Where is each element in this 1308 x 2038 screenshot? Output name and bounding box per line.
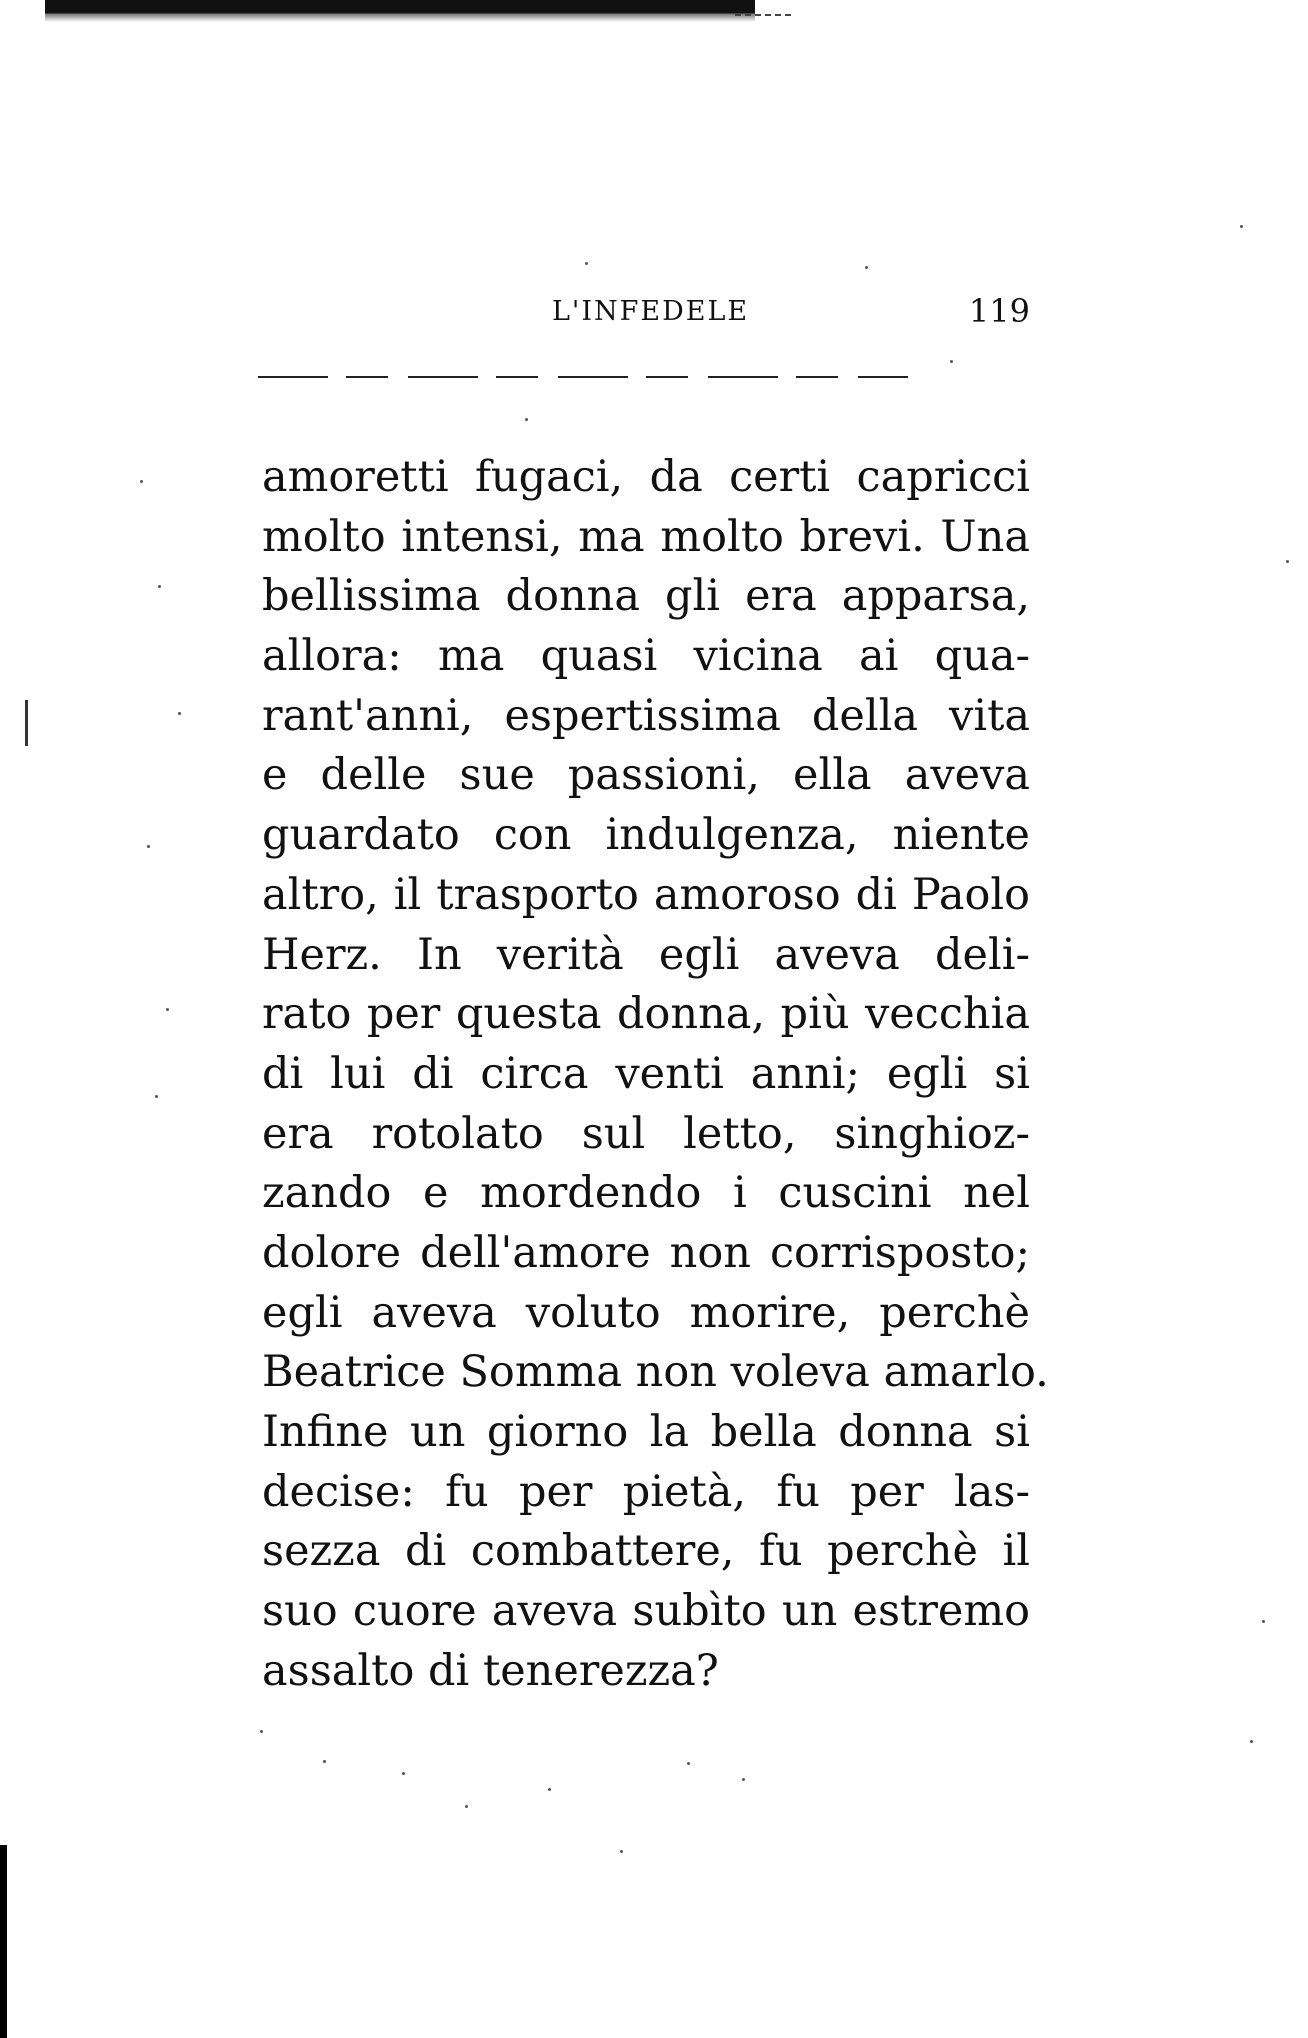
scan-top-edge [45, 0, 755, 22]
scan-speck [155, 1095, 158, 1098]
scan-speck [465, 1805, 468, 1808]
scan-speck [742, 1778, 745, 1781]
scan-speck [687, 1762, 690, 1765]
text-line: assalto di tenerezza? [262, 1645, 719, 1696]
text-line: Herz. In verità egli aveva deli- [262, 929, 1030, 980]
scan-speck [166, 1008, 169, 1011]
scan-speck [1286, 560, 1289, 563]
text-line: decise: fu per pietà, fu per las- [262, 1466, 1030, 1517]
text-line: altro, il trasporto amoroso di Paolo [262, 869, 1030, 920]
scan-speck [260, 1730, 263, 1733]
scan-speck [525, 418, 528, 421]
text-line: bellissima donna gli era apparsa, [262, 571, 1030, 622]
text-line: dolore dell'amore non corrisposto; [262, 1227, 1030, 1278]
scan-speck [1250, 1740, 1253, 1743]
page-number: 119 [968, 292, 1030, 330]
text-line: rant'anni, espertissima della vita [262, 690, 1030, 741]
scan-speck [323, 1760, 326, 1763]
scan-speck [950, 360, 953, 363]
scan-speck [158, 585, 161, 588]
text-line: rato per questa donna, più vecchia [262, 989, 1030, 1040]
text-line: di lui di circa venti anni; egli si [262, 1048, 1030, 1099]
text-line: molto intensi, ma molto brevi. Una [262, 511, 1030, 562]
text-line: suo cuore aveva subìto un estremo [262, 1586, 1030, 1637]
scan-left-edge [0, 1845, 7, 2038]
scan-speck [548, 1788, 551, 1791]
scan-margin-mark [25, 700, 28, 746]
text-line: zando e mordendo i cuscini nel [262, 1168, 1030, 1219]
scan-speck [140, 480, 143, 483]
text-line: Infine un giorno la bella donna si [262, 1407, 1030, 1457]
scan-speck [620, 1850, 623, 1853]
scan-speck [865, 266, 868, 269]
text-line: sezza di combattere, fu perchè il [262, 1526, 1030, 1577]
body-text [262, 448, 1049, 1701]
running-title: L'INFEDELE [552, 296, 750, 327]
scan-speck [147, 845, 150, 848]
text-line: egli aveva voluto morire, perchè [262, 1287, 1030, 1338]
text-line: Beatrice Somma non voleva amarlo. [262, 1347, 1049, 1398]
text-line: allora: ma quasi vicina ai qua- [262, 631, 1030, 682]
scan-speck [1240, 225, 1243, 228]
running-head [262, 292, 1030, 342]
text-line: era rotolato sul letto, singhioz- [262, 1108, 1030, 1159]
text-line: e delle sue passioni, ella aveva [262, 750, 1030, 801]
text-line: guardato con indulgenza, niente [262, 810, 1030, 861]
scan-speck [402, 1772, 405, 1775]
scan-speck [1262, 1620, 1265, 1623]
text-line: amoretti fugaci, da certi capricci [262, 452, 1030, 502]
scan-speck [178, 712, 181, 715]
header-rule [258, 376, 908, 378]
scan-speck [585, 262, 588, 265]
